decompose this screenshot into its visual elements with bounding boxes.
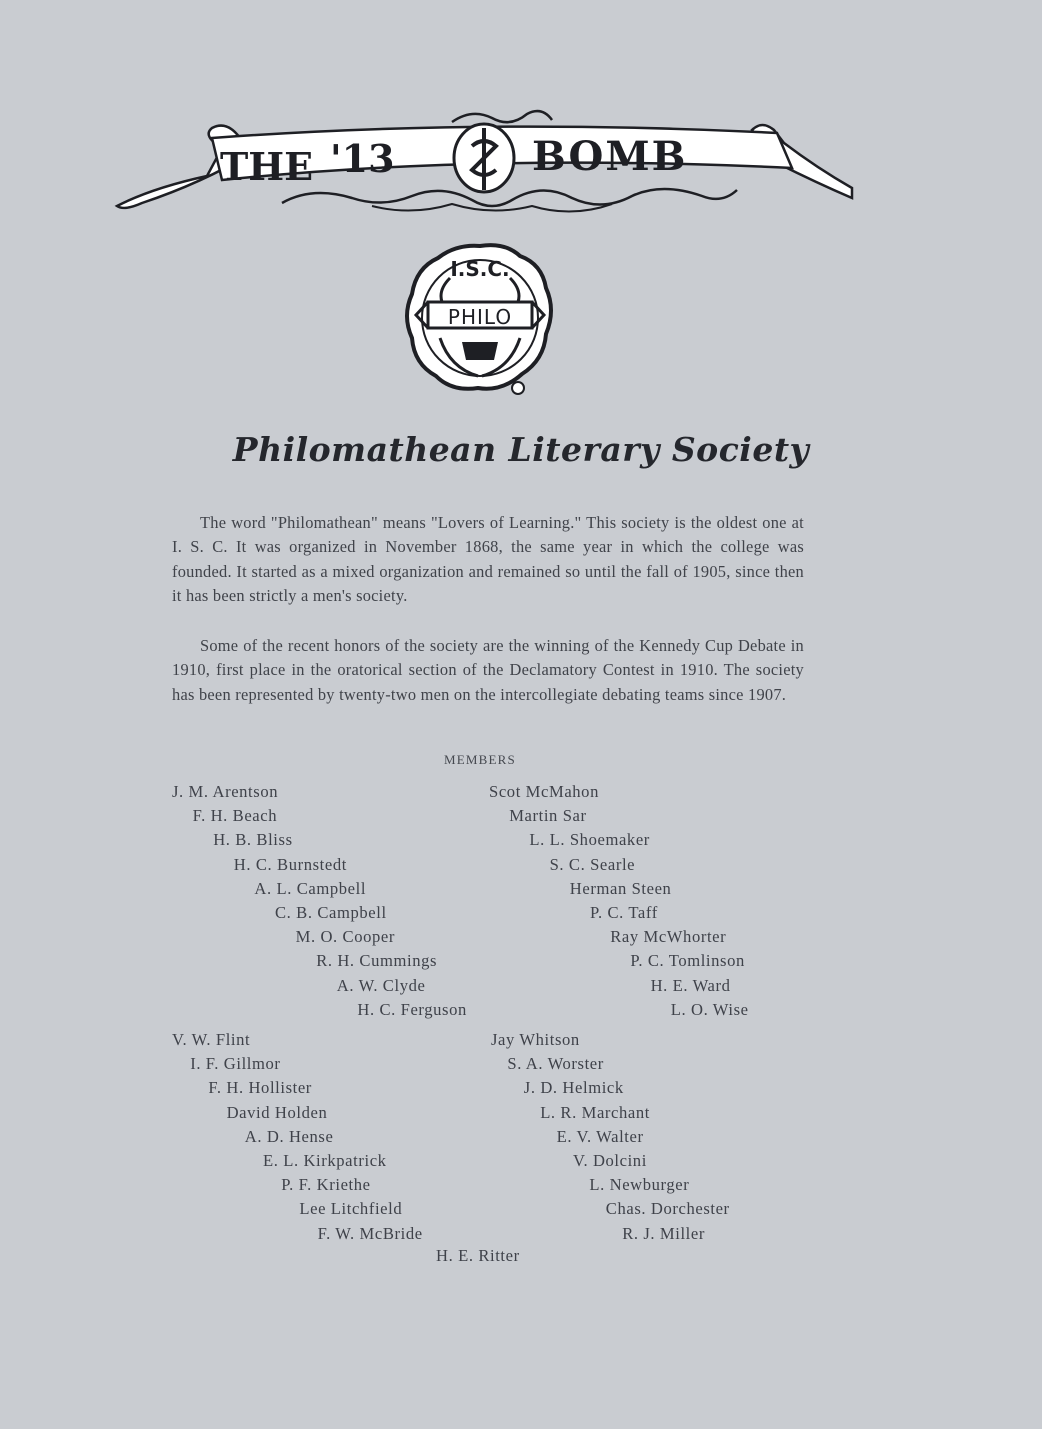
member-name: V. Dolcini: [573, 1151, 647, 1170]
member-name: L. L. Shoemaker: [529, 830, 650, 850]
members-heading: MEMBERS: [444, 752, 516, 767]
member-name: Scot McMahon: [489, 782, 599, 801]
member-name: E. V. Walter: [556, 1126, 644, 1146]
member-name: H. E. Ward: [650, 975, 731, 995]
seal-initials: I.S.C.: [450, 257, 510, 281]
member-name-final: H. E. Ritter: [436, 1246, 520, 1265]
banner-bomb: BOMB: [532, 133, 688, 180]
member-name: P. F. Kriethe: [281, 1175, 371, 1195]
member-name: S. C. Searle: [549, 854, 636, 874]
member-name: H. C. Ferguson: [357, 999, 467, 1019]
member-name: I. F. Gillmor: [190, 1054, 281, 1074]
member-name: J. M. Arentson: [172, 782, 279, 801]
philo-seal: [400, 238, 560, 398]
member-name: V. W. Flint: [172, 1030, 251, 1049]
member-name: A. W. Clyde: [336, 975, 426, 995]
member-name: H. C. Burnstedt: [233, 854, 347, 874]
seal-ribbon-text: PHILO: [447, 305, 513, 329]
member-name: F. H. Hollister: [208, 1078, 312, 1098]
member-name: Chas. Dorchester: [605, 1199, 730, 1219]
member-name: E. L. Kirkpatrick: [263, 1151, 387, 1170]
member-name: P. C. Tomlinson: [630, 951, 745, 971]
banner-the: THE: [220, 144, 314, 189]
member-name: A. L. Campbell: [254, 878, 367, 898]
member-name: Ray McWhorter: [610, 927, 727, 947]
member-name: S. A. Worster: [507, 1054, 604, 1074]
member-name: C. B. Campbell: [275, 903, 387, 922]
member-name: L. O. Wise: [670, 999, 749, 1019]
member-name: Herman Steen: [569, 878, 672, 898]
paragraph-1: The word "Philomathean" means "Lovers of Learning." This society is the oldest one at I. S. C. It was organized in November 1868, the same year in which the college was founded. It started as a mixed organization and remained so until the fall of 1905, since then it has been strictly a men's society.: [172, 513, 804, 605]
member-name: F. H. Beach: [192, 806, 278, 826]
paragraph-2: Some of the recent honors of the society are the winning of the Kennedy Cup Debate in 1910, first place in the oratorical section of the Declamatory Contest in 1910. The society has been represented by twenty-two men on the intercollegiate debating teams since 1907.: [172, 636, 804, 704]
member-name: Jay Whitson: [491, 1030, 580, 1049]
member-name: L. Newburger: [589, 1175, 690, 1195]
member-name: David Holden: [226, 1102, 328, 1122]
member-name: Martin Sar: [509, 806, 587, 826]
bomb-banner: [112, 108, 857, 220]
member-name: R. H. Cummings: [316, 951, 438, 971]
banner-year: '13: [330, 136, 395, 181]
member-name: P. C. Taff: [590, 903, 658, 922]
member-name: M. O. Cooper: [295, 927, 395, 947]
member-name: Lee Litchfield: [299, 1199, 403, 1219]
member-name: L. R. Marchant: [540, 1102, 650, 1122]
member-name: R. J. Miller: [622, 1223, 705, 1243]
member-name: J. D. Helmick: [523, 1078, 624, 1098]
member-name: H. B. Bliss: [213, 830, 293, 850]
member-name: A. D. Hense: [244, 1126, 334, 1146]
page-title: Philomathean Literary Society: [232, 430, 810, 469]
member-name: F. W. McBride: [317, 1223, 423, 1243]
